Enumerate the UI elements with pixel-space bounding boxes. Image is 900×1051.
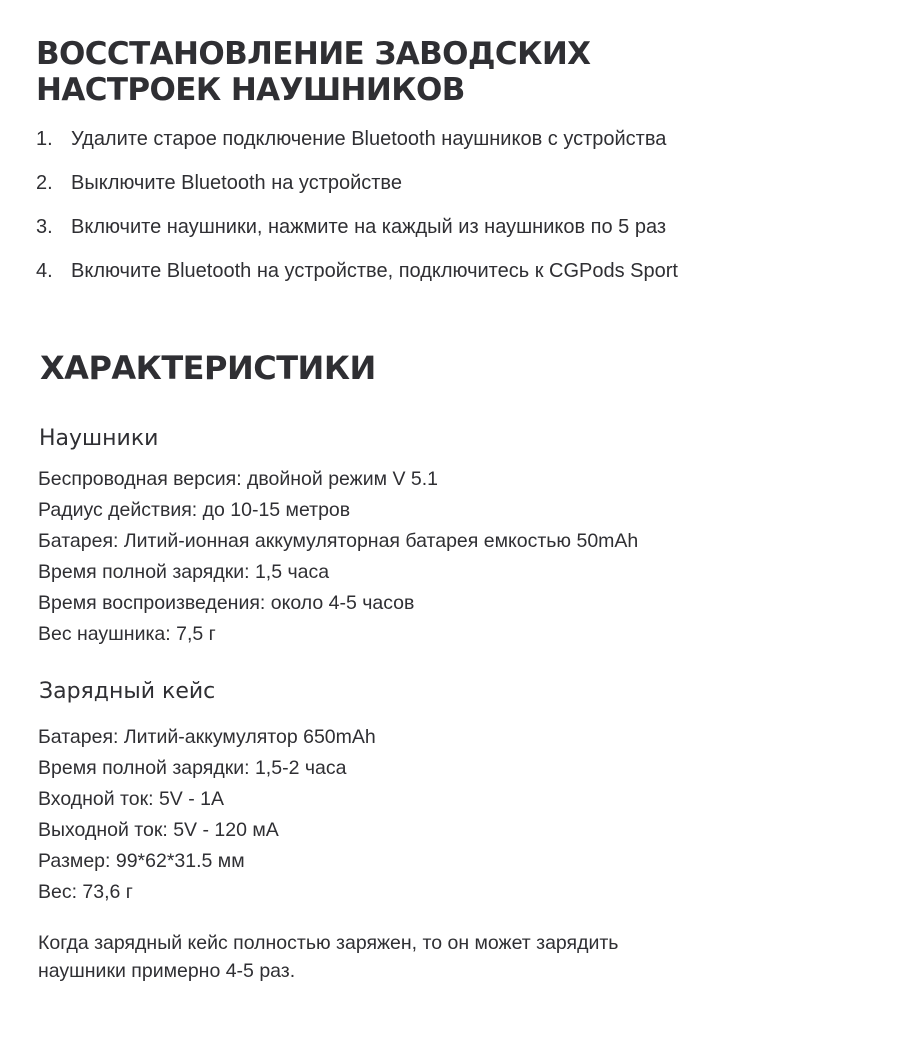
reset-title: [36, 36, 736, 108]
case-spec-list: [38, 722, 376, 908]
step-number: 3.: [36, 216, 53, 238]
reset-step: [36, 128, 678, 172]
reset-title-line-2: НАСТРОЕК НАУШНИКОВ: [36, 72, 465, 108]
spec-item: Батарея: Литий-аккумулятор 650mAh: [38, 726, 376, 748]
reset-step: [36, 172, 678, 216]
charging-note-line-2: наушники примерно 4-5 раз.: [38, 960, 296, 982]
spec-item: Радиус действия: до 10-15 метров: [38, 499, 351, 521]
reset-step: [36, 260, 678, 304]
earbuds-spec-list: [38, 464, 638, 650]
spec-item: Время полной зарядки: 1,5 часа: [38, 561, 330, 583]
charging-note: [38, 929, 758, 985]
spec-item: Время полной зарядки: 1,5-2 часа: [38, 757, 347, 779]
spec-item: Входной ток: 5V - 1A: [38, 788, 224, 810]
spec-item: Вес: 73,6 г: [38, 881, 133, 903]
spec-item: Беспроводная версия: двойной режим V 5.1: [38, 468, 438, 490]
step-text: Выключите Bluetooth на устройстве: [71, 172, 402, 194]
spec-item: Выходной ток: 5V - 120 мA: [38, 819, 279, 841]
earbuds-heading: Наушники: [39, 426, 159, 451]
charging-note-line-1: Когда зарядный кейс полностью заряжен, то он может зарядить: [38, 932, 619, 954]
reset-steps-list: [36, 128, 678, 304]
reset-step: [36, 216, 678, 260]
step-text: Удалите старое подключение Bluetooth наушников с устройства: [71, 128, 667, 150]
spec-item: Размер: 99*62*31.5 мм: [38, 850, 245, 872]
step-text: Включите наушники, нажмите на каждый из наушников по 5 раз: [71, 216, 667, 238]
step-number: 1.: [36, 128, 53, 150]
case-heading: Зарядный кейс: [39, 679, 216, 704]
spec-item: Время воспроизведения: около 4-5 часов: [38, 592, 415, 614]
spec-item: Батарея: Литий-ионная аккумуляторная батарея емкостью 50mAh: [38, 530, 639, 552]
spec-item: Вес наушника: 7,5 г: [38, 623, 216, 645]
step-number: 2.: [36, 172, 53, 194]
step-text: Включите Bluetooth на устройстве, подключитесь к CGPods Sport: [71, 260, 678, 282]
specs-title: ХАРАКТЕРИСТИКИ: [40, 349, 376, 387]
step-number: 4.: [36, 260, 53, 282]
reset-title-line-1: ВОССТАНОВЛЕНИЕ ЗАВОДСКИХ: [36, 36, 591, 72]
